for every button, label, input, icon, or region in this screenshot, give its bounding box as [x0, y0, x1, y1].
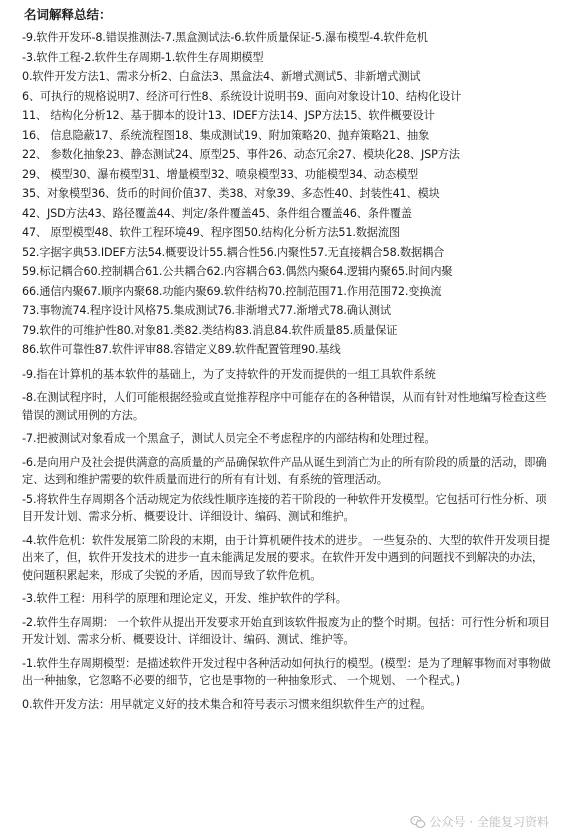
document-page [22, 6, 552, 713]
term-line: 35、对象模型36、货币的时间价值37、类38、对象39、多态性40、封装性41、模块 [22, 187, 440, 200]
term-line: 6、可执行的规格说明7、经济可行性8、系统设计说明书9、面向对象设计10、结构化设计 [22, 89, 462, 103]
wechat-icon [410, 814, 426, 830]
term-line: 0.软件开发方法1、需求分析2、白盒法3、黑盒法4、新增式测试5、非新增式测试 [22, 70, 421, 83]
term-line: 29、 模型30、瀑布模型31、增量模型32、喷泉模型33、功能模型34、动态模型 [22, 167, 419, 181]
term-list [22, 28, 552, 360]
term-line: 42、JSD方法43、路径覆盖44、判定/条件覆盖45、条件组合覆盖46、条件覆盖 [22, 206, 412, 220]
definition-paragraph: -2.软件生存周期： 一个软件从提出开发要求开始直到该软件报废为止的整个时期。包括：可行性分析和项目开发计划、需求分析、概要设计、详细设计、编码、测试、维护等。 [22, 615, 550, 646]
term-line: -3.软件工程-2.软件生存周期-1.软件生存周期模型 [22, 50, 264, 64]
watermark [410, 813, 549, 830]
term-line: 52.字据字典53.IDEF方法54.概要设计55.耦合性56.内聚性57.无直接耦合58.数据耦合 [22, 245, 445, 259]
definition-list [22, 366, 552, 714]
document-title: 名词解释总结： [24, 7, 112, 22]
definition-paragraph: -8.在测试程序时，人们可能根据经验或直觉推荐程序中可能存在的各种错误，从而有针对性地编写检查这些错误的测试用例的方法。 [22, 391, 547, 422]
definition-paragraph: -5.将软件生存周期各个活动规定为依线性顺序连接的若干阶段的一种软件开发模型。它包括可行性分析、项目开发计划、需求分析、概要设计、详细设计、编码、测试和维护。 [22, 492, 547, 523]
term-line: 11、 结构化分析12、基于脚本的设计13、IDEF方法14、JSP方法15、软件概要设计 [22, 109, 435, 122]
term-line: -9.软件开发环-8.错误推测法-7.黑盒测试法-6.软件质量保证-5.瀑布模型-4.软件危机 [22, 31, 428, 44]
definition-paragraph: -1.软件生存周期模型：是描述软件开发过程中各种活动如何执行的模型。(模型：是为了理解事物而对事物做出一种抽象，它忽略不必要的细节，它也是事物的一种抽象形式、 一个规划、 一个程式。) [22, 656, 551, 687]
term-line: 79.软件的可维护性80.对象81.类82.类结构83.消息84.软件质量85.质量保证 [22, 323, 398, 337]
term-line: 22、 参数化抽象23、静态测试24、原型25、事件26、动态冗余27、模块化28、JSP方法 [22, 148, 460, 161]
term-line: 47、 原型模型48、软件工程环境49、程序图50.结构化分析方法51.数据流图 [22, 226, 400, 239]
definition-paragraph: -4.软件危机：软件发展第二阶段的末期，由于计算机硬件技术的进步。 一些复杂的、大型的软件开发项目提出来了，但，软件开发技术的进步一直未能满足发展的要求。在软件开发中遇到的问题找不到解决的办法，使问题积累起来，形成了尖锐的矛盾，因而导致了软件危机。 [22, 533, 550, 582]
definition-paragraph: 0.软件开发方法：用早就定义好的技术集合和符号表示习惯来组织软件生产的过程。 [22, 697, 432, 711]
term-line: 59.标记耦合60.控制耦合61.公共耦合62.内容耦合63.偶然内聚64.逻辑内聚65.时间内聚 [22, 265, 453, 278]
definition-paragraph: -6.是向用户及社会提供满意的高质量的产品确保软件产品从诞生到消亡为止的所有阶段的质量的活动，即确定、达到和维护需要的软件质量而进行的所有有计划、有系统的管理活动。 [22, 455, 547, 486]
term-line: 16、 信息隐蔽17、系统流程图18、集成测试19、附加策略20、抛弃策略21、抽象 [22, 128, 430, 142]
definition-paragraph: -7.把被测试对象看成一个黑盒子，测试人员完全不考虑程序的内部结构和处理过程。 [22, 432, 436, 445]
term-line: 73.事物流74.程序设计风格75.集成测试76.非渐增式77.渐增式78.确认测试 [22, 304, 391, 317]
definition-paragraph: -9.指在计算机的基本软件的基础上，为了支持软件的开发而提供的一组工具软件系统 [22, 367, 436, 381]
definition-paragraph: -3.软件工程：用科学的原理和理论定义，开发、维护软件的学科。 [22, 592, 347, 605]
watermark-text: 公众号 · 全能复习资料 [429, 815, 549, 829]
term-line: 66.通信内聚67.顺序内聚68.功能内聚69.软件结构70.控制范围71.作用范围72.变换流 [22, 284, 442, 298]
term-line: 86.软件可靠性87.软件评审88.容错定义89.软件配置管理90.基线 [22, 343, 341, 356]
